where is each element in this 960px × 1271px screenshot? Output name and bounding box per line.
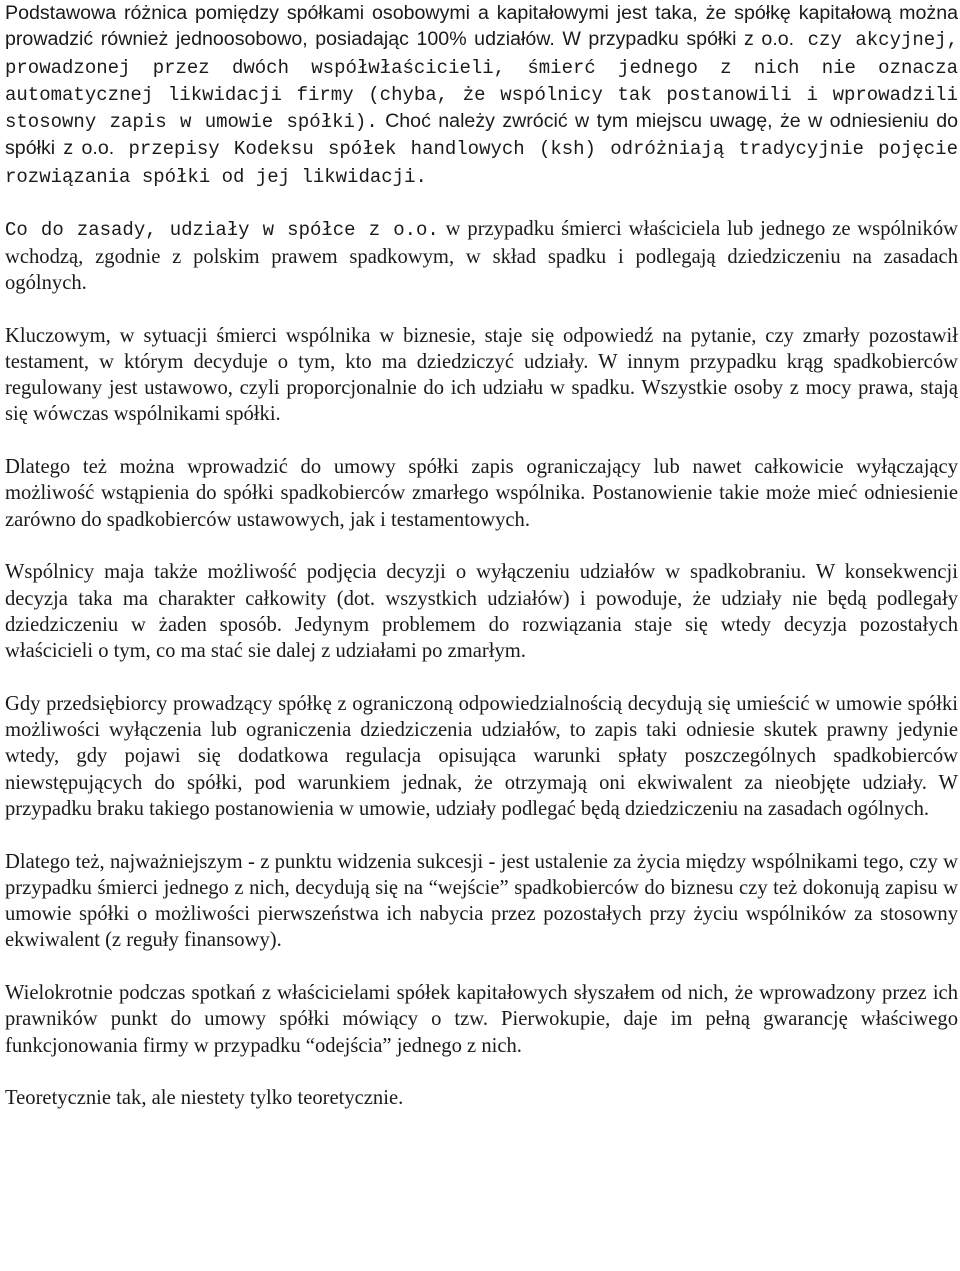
paragraph-1 (5, 0, 958, 190)
paragraph-3 (5, 323, 958, 428)
text-span: Wspólnicy maja także możliwość podjęcia decyzji o wyłączeniu udziałów w spadkobraniu. W konsekwencji decyzja taka ma charakter całkowity (dot. wszystkich udziałów) i powoduje, że udziały nie będą podlegały dziedziczeniu w żaden sposób. Jedynym problemem do rozwiązania staje się wtedy decyzja pozostałych właścicieli o tym, co ma stać sie dalej z udziałami po zmarłym. (5, 561, 958, 663)
document-page (5, 0, 958, 1111)
text-span: Teoretycznie tak, ale niestety tylko teoretycznie. (5, 1087, 404, 1110)
paragraph-9 (5, 1085, 958, 1111)
text-span: Kluczowym, w sytuacji śmierci wspólnika w biznesie, staje się odpowiedź na pytanie, czy zmarły pozostawił testament, w którym decyduje o tym, kto ma dziedziczyć udziały. W innym przypadku krąg spadkobierców regulowany jest ustawowo, czyli proporcjonalnie do ich udziału w spadku. Wszystkie osoby z mocy prawa, stają się wówczas wspólnikami spółki. (5, 324, 958, 426)
paragraph-5 (5, 559, 958, 664)
paragraph-8 (5, 980, 958, 1059)
text-span: czy akcyjnej, prowadzonej przez dwóch współwłaścicieli, śmierć jednego z nich nie oznacza automatycznej likwidacji firmy (chyba, że wspólnicy tak postanowili i wprowadzili stosowny zapis w umowie spółki). (5, 29, 958, 134)
text-span: Dlatego też można wprowadzić do umowy spółki zapis ograniczający lub nawet całkowicie wyłączający możliwość wstąpienia do spółki spadkobierców zmarłego wspólnika. Postanowienie takie może mieć odniesienie zarówno do spadkobierców ustawowych, jak i testamentowych. (5, 456, 958, 531)
text-span: przepisy Kodeksu spółek handlowych (ksh) odróżniają tradycyjnie pojęcie rozwiązania spółki od jej likwidacji. (5, 138, 958, 188)
paragraph-6 (5, 691, 958, 822)
text-span: Co do zasady, udziały w spółce z o.o. (5, 219, 439, 242)
text-span: Gdy przedsiębiorcy prowadzący spółkę z ograniczoną odpowiedzialnością decydują się umieścić w umowie spółki możliwości wyłączenia lub ograniczenia dziedziczenia udziałów, to zapis taki odniesie skutek prawny jedynie wtedy, gdy pojawi się dodatkowa regulacja opisująca warunki spłaty poszczególnych spadkobierców niewstępujących do spółki, pod warunkiem jednak, że otrzymają oni ekwiwalent za nieobjęte udziały. W przypadku braku takiego postanowienia w umowie, udziały podlegać będą dziedziczeniu na zasadach ogólnych. (5, 692, 958, 820)
text-span: Wielokrotnie podczas spotkań z właścicielami spółek kapitałowych słyszałem od nich, że wprowadzony przez ich prawników punkt do umowy spółki mówiący o tzw. Pierwokupie, daje im pełną gwarancję właściwego funkcjonowania firmy w przypadku “odejścia” jednego z nich. (5, 981, 958, 1057)
paragraph-2 (5, 216, 958, 296)
text-span: w przypadku śmierci właściciela lub jednego ze wspólników wchodzą, zgodnie z polskim prawem spadkowym, w skład spadku i podlegają dziedziczeniu na zasadach ogólnych. (5, 218, 958, 294)
text-span: Dlatego też, najważniejszym - z punktu widzenia sukcesji - jest ustalenie za życia między wspólnikami tego, czy w przypadku śmierci jednego z nich, decydują się na “wejście” spadkobierców do biznesu czy też dokonują zapisu w umowie spółki o możliwości pierwszeństwa ich nabycia przez pozostałych przy życiu wspólników za stosowny ekwiwalent (z reguły finansowy). (5, 850, 958, 952)
text-span: Choć należy zwrócić w tym miejscu uwagę, że w odniesieniu do spółki z o.o. (5, 110, 958, 160)
paragraph-7 (5, 849, 958, 954)
text-span: Podstawowa różnica pomiędzy spółkami osobowymi a kapitałowymi jest taka, że spółkę kapitałową można prowadzić również jednoosobowo, posiadając 100% udziałów. W przypadku spółki z o.o. (5, 2, 958, 51)
paragraph-4 (5, 454, 958, 533)
